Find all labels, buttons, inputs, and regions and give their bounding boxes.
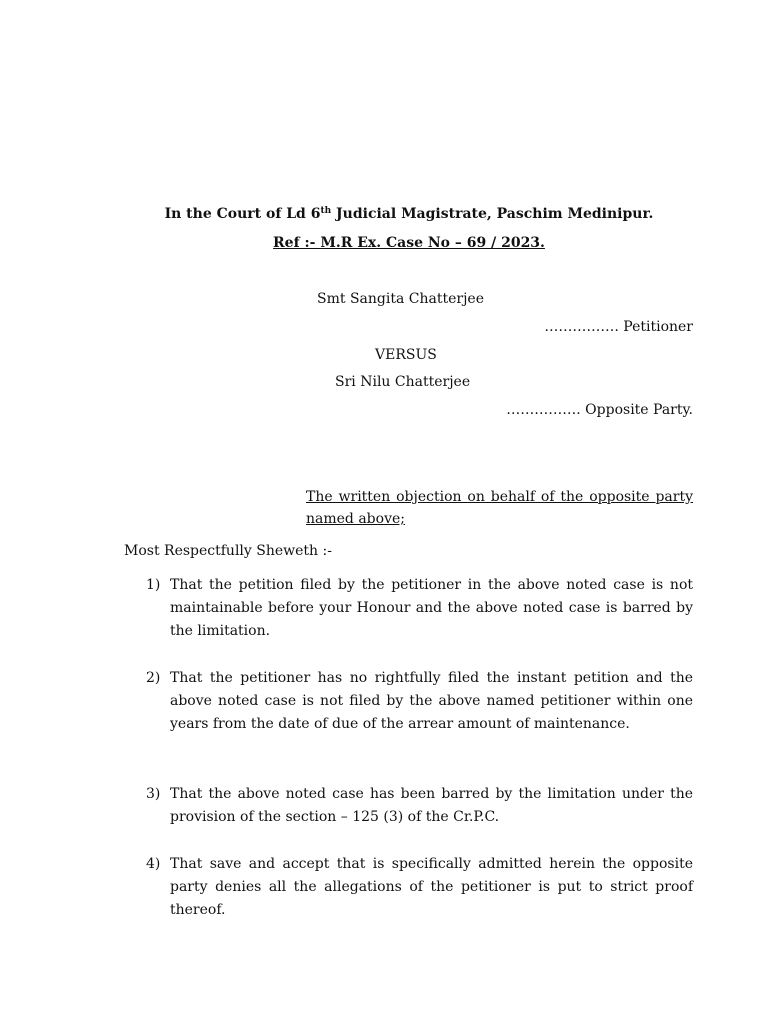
paragraph-text: That the petitioner has no rightfully filed the instant petition and the above noted case is not filed by the above named petitioner within one years from the date of due of the arrear amount of maintenance. bbox=[170, 670, 693, 732]
petitioner-role: ……………. Petitioner bbox=[544, 319, 693, 335]
court-title-suffix: Judicial Magistrate, Paschim Medinipur. bbox=[331, 206, 654, 222]
paragraph-number: 2) bbox=[146, 670, 161, 686]
paragraph-number: 3) bbox=[146, 786, 161, 802]
case-reference: Ref :- M.R Ex. Case No – 69 / 2023. bbox=[273, 235, 545, 251]
court-title-prefix: In the Court of Ld 6 bbox=[164, 206, 321, 222]
paragraph-text: That the above noted case has been barred by the limitation under the provision of the section – 125 (3) of the Cr.P.C. bbox=[170, 786, 693, 825]
opposite-party-role: ……………. Opposite Party. bbox=[506, 402, 693, 418]
paragraph-2 bbox=[146, 667, 693, 736]
court-title bbox=[0, 206, 768, 222]
paragraph-text: That save and accept that is specifically admitted herein the opposite party denies all the allegations of the petitioner is put to strict proof thereof. bbox=[170, 856, 693, 918]
ordinal-suffix: th bbox=[320, 206, 332, 216]
opposite-party-name: Sri Nilu Chatterjee bbox=[335, 374, 471, 390]
versus-label: VERSUS bbox=[375, 347, 437, 363]
salutation: Most Respectfully Sheweth :- bbox=[124, 543, 332, 559]
paragraph-1 bbox=[146, 574, 693, 643]
paragraph-3 bbox=[146, 783, 693, 829]
paragraph-number: 1) bbox=[146, 577, 161, 593]
petitioner-name: Smt Sangita Chatterjee bbox=[317, 291, 484, 307]
paragraph-text: That the petition filed by the petitioner in the above noted case is not maintainable before your Honour and the above noted case is barred by the limitation. bbox=[170, 577, 693, 639]
paragraph-4 bbox=[146, 853, 693, 922]
paragraph-number: 4) bbox=[146, 856, 161, 872]
objection-heading: The written objection on behalf of the opposite party named above; bbox=[306, 489, 693, 527]
